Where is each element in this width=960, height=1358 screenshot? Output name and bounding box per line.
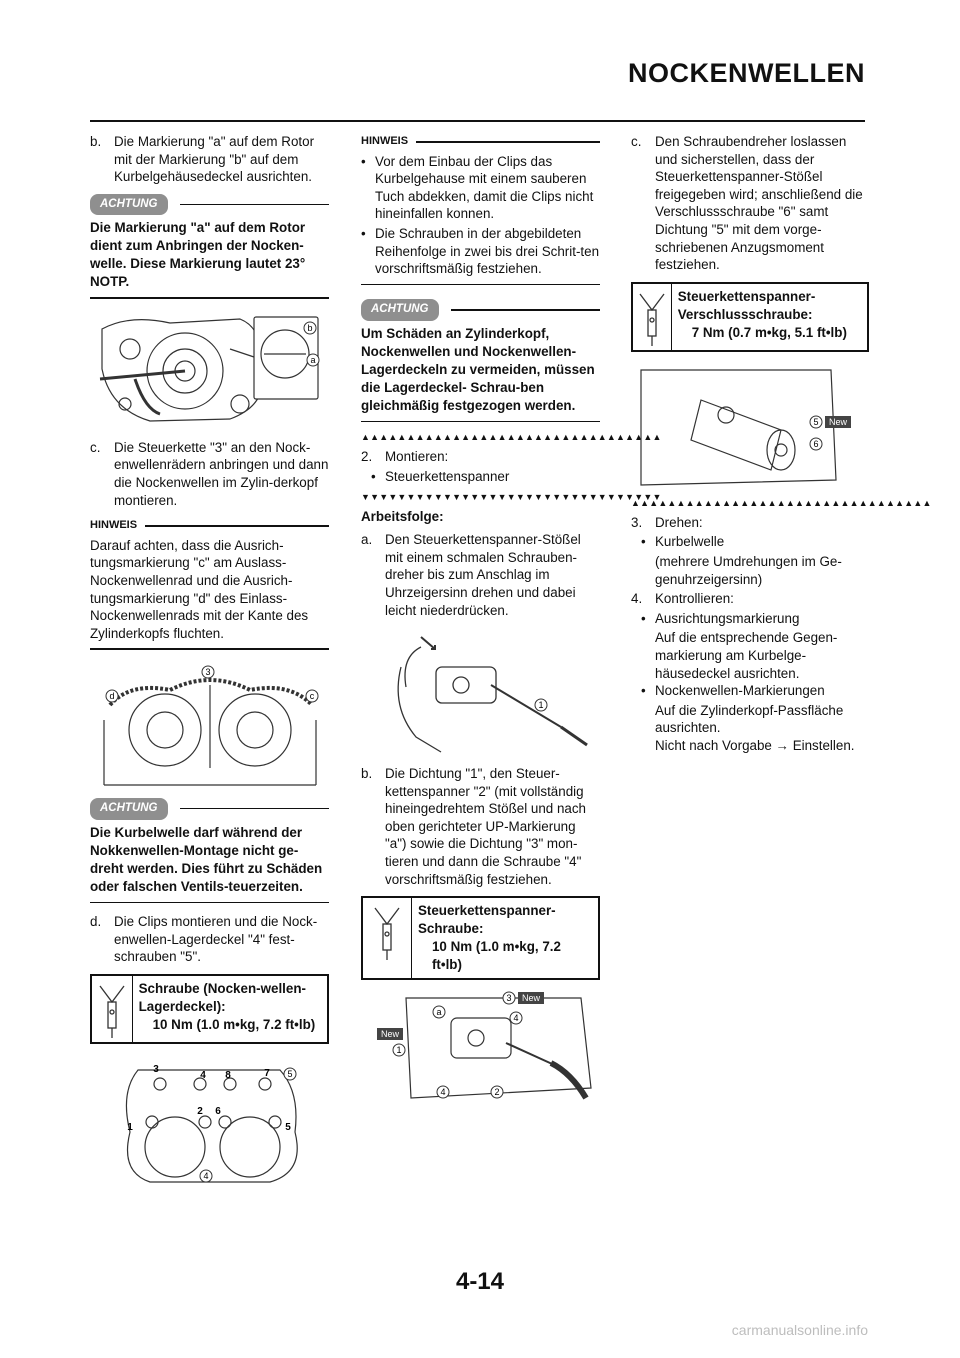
column-1: [90, 133, 329, 1196]
svg-text:1: 1: [396, 1045, 402, 1056]
torque-spec-box: [90, 974, 329, 1044]
svg-text:5: 5: [285, 1121, 291, 1133]
new-badge: New: [521, 993, 541, 1004]
step-c: c. Den Schraubendreher loslassen und sicherstellen, dass der Steuerkettenspanner-Stößel freigegeben wird; anschließend die Verschlussschraube "6" samt Dichtung "5" mit dem vorge-schriebenen Anzugsmoment festziehen.: [631, 134, 863, 273]
divider: [361, 284, 600, 286]
step-d: d. Die Clips montieren und die Nock-enwellen-Lagerdeckel "4" fest-schrauben "5".: [90, 914, 318, 965]
new-badge: New: [828, 416, 848, 427]
torque-name: Steuerkettenspanner-Schraube:: [417, 903, 556, 937]
tensioner-screwdriver-figure: [361, 627, 600, 757]
divider: [90, 902, 329, 904]
step-4-note: Auf die Zylinderkopf-Passfläche ausrichten.: [655, 702, 844, 736]
svg-text:4: 4: [203, 1170, 209, 1181]
bolt-sequence-figure: [90, 1052, 329, 1188]
torque-wrench-icon: [363, 898, 412, 978]
achtung-header: [90, 194, 329, 216]
hinweis-text: Darauf achten, dass die Ausrich-tungsmarkierung "c" am Auslass-Nockenwellenrad und die Ausrich-tungsmarkierung "d" des Einlass-Nockenwellenrads mit der Kante des Zylinderkopfs fluchten.: [90, 537, 309, 641]
torque-value: 7 Nm (0.7 m•kg, 5.1 ft•lb): [691, 324, 847, 340]
achtung-header: [361, 299, 600, 321]
callout-d: d: [109, 690, 115, 701]
svg-text:6: 6: [813, 438, 819, 449]
arbeitsfolge-heading: Arbeitsfolge:: [361, 508, 444, 524]
step-3-bullet: • Kurbelwelle: [641, 533, 869, 551]
hinweis-bullet: • Die Schrauben in der abgebildeten Reihenfolge in zwei bis drei Schrit-ten vorschriftsmäßig festziehen.: [361, 225, 600, 278]
column-2: [361, 133, 662, 1116]
svg-text:3: 3: [506, 993, 512, 1004]
achtung-text: Um Schäden an Zylinderkopf, Nockenwellen und Nockenwellen-Lagerdeckeln zu vermeiden, müssen die Lagerdeckel- Schrau-ben gleichmäßig festgezogen werden.: [361, 325, 595, 413]
step-a: a. Den Steuerkettenspanner-Stößel mit einem schmalen Schrauben-dreher bis zum Anschlag im Uhrzeigersinn drehen und dabei leicht niederdrücken.: [361, 532, 581, 618]
triangle-separator: ▲▲▲▲▲▲▲▲▲▲▲▲▲▲▲▲▲▲▲▲▲▲▲▲▲▲▲▲▲▲▲▲▲: [361, 432, 662, 443]
torque-name: Schraube (Nocken-wellen- Lagerdeckel):: [138, 980, 306, 1014]
step-b: b. Die Dichtung "1", den Steuer-kettenspanner "2" (mit vollständig hineingedrehtem Stößel und nach oben gerichteter UP-Markierung "a") sowie die Dichtung "3" mon-tieren und dann die Schraube "4" vorschriftsmäßig festziehen.: [361, 766, 586, 887]
svg-text:5: 5: [287, 1068, 293, 1079]
svg-text:5: 5: [813, 416, 819, 427]
step-4-bullet: • Nockenwellen-Markierungen: [641, 682, 869, 700]
svg-text:8: 8: [225, 1069, 231, 1081]
step-4: 4. Kontrollieren:: [631, 591, 734, 607]
callout-a: a: [310, 354, 316, 365]
triangle-separator: ▼▼▼▼▼▼▼▼▼▼▼▼▼▼▼▼▼▼▼▼▼▼▼▼▼▼▼▼▼▼▼▼▼: [361, 491, 662, 502]
achtung-badge: ACHTUNG: [90, 194, 168, 216]
svg-text:7: 7: [264, 1067, 270, 1079]
hinweis-header: HINWEIS: [90, 517, 329, 535]
tensioner-cap-bolt-figure: [631, 360, 869, 490]
page-title: NOCKENWELLEN: [628, 58, 865, 88]
svg-text:1: 1: [127, 1121, 133, 1133]
svg-text:1: 1: [538, 700, 544, 711]
step-4-note: Nicht nach Vorgabe → Einstellen.: [655, 737, 855, 753]
title-rule: [90, 120, 865, 122]
callout-b: b: [307, 322, 313, 333]
step-2: 2. Montieren:: [361, 449, 449, 465]
step-3-note: (mehrere Umdrehungen im Ge-genuhrzeigersinn): [655, 553, 842, 587]
achtung-text: Die Markierung "a" auf dem Rotor dient zum Anbringen der Nocken-welle. Diese Markierung lautet 23° NOTP.: [90, 220, 306, 290]
achtung-header: [90, 798, 329, 820]
svg-text:a: a: [436, 1007, 442, 1018]
camshaft-chain-figure: [90, 660, 329, 790]
torque-wrench-icon: [633, 284, 672, 350]
step-4-bullet: • Ausrichtungsmarkierung: [641, 610, 869, 628]
torque-spec-box: [361, 896, 600, 980]
svg-text:4: 4: [440, 1087, 446, 1098]
svg-text:3: 3: [153, 1063, 159, 1075]
step-4-note: Auf die entsprechende Gegen-markierung am Kurbelge-häusedeckel ausrichten.: [655, 630, 838, 681]
divider: [90, 648, 329, 650]
column-3: [631, 133, 932, 754]
callout-3: 3: [205, 666, 211, 677]
torque-value: 10 Nm (1.0 m•kg, 7.2 ft•lb): [152, 1016, 316, 1032]
achtung-badge: ACHTUNG: [361, 299, 439, 321]
divider: [90, 297, 329, 299]
torque-wrench-icon: [92, 976, 133, 1042]
achtung-text: Die Kurbelwelle darf während der Nokkenwellen-Montage nicht ge-dreht werden. Dies führt zu Schäden oder falschen Ventils-teuerzeiten.: [90, 824, 323, 894]
step-b: b. Die Markierung "a" auf dem Rotor mit der Markierung "b" auf dem Kurbelgehäusedeckel ausrichten.: [90, 134, 315, 185]
hinweis-header: HINWEIS: [361, 133, 600, 151]
svg-text:6: 6: [215, 1105, 221, 1117]
new-badge: New: [380, 1029, 400, 1040]
torque-value: 10 Nm (1.0 m•kg, 7.2 ft•lb): [431, 939, 561, 973]
svg-text:4: 4: [200, 1069, 206, 1081]
torque-spec-box: [631, 282, 869, 352]
rotor-mark-figure: [90, 309, 329, 425]
hinweis-bullet: • Vor dem Einbau der Clips das Kurbelgehause mit einem sauberen Tuch abdekken, damit die Clips nicht hineinfallen konnen.: [361, 153, 600, 223]
triangle-separator: ▲▲▲▲▲▲▲▲▲▲▲▲▲▲▲▲▲▲▲▲▲▲▲▲▲▲▲▲▲▲▲▲▲: [631, 497, 932, 508]
step-3: 3. Drehen:: [631, 514, 703, 530]
step-c: c. Die Steuerkette "3" an den Nock-enwellenrädern anbringen und dann die Nockenwellen im Zylin-derkopf montieren.: [90, 439, 329, 508]
callout-c: c: [309, 690, 315, 701]
tensioner-install-figure: [361, 988, 600, 1108]
svg-text:2: 2: [197, 1105, 203, 1117]
page-number: 4-14: [455, 1268, 505, 1295]
watermark: carmanualsonline.info: [731, 1322, 868, 1338]
torque-name: Steuerkettenspanner-Verschlussschraube:: [677, 288, 816, 322]
svg-text:4: 4: [513, 1013, 519, 1024]
svg-text:2: 2: [494, 1087, 500, 1098]
step-2-bullet: • Steuerkettenspanner: [371, 468, 600, 486]
divider: [361, 421, 600, 423]
achtung-badge: ACHTUNG: [90, 798, 168, 820]
